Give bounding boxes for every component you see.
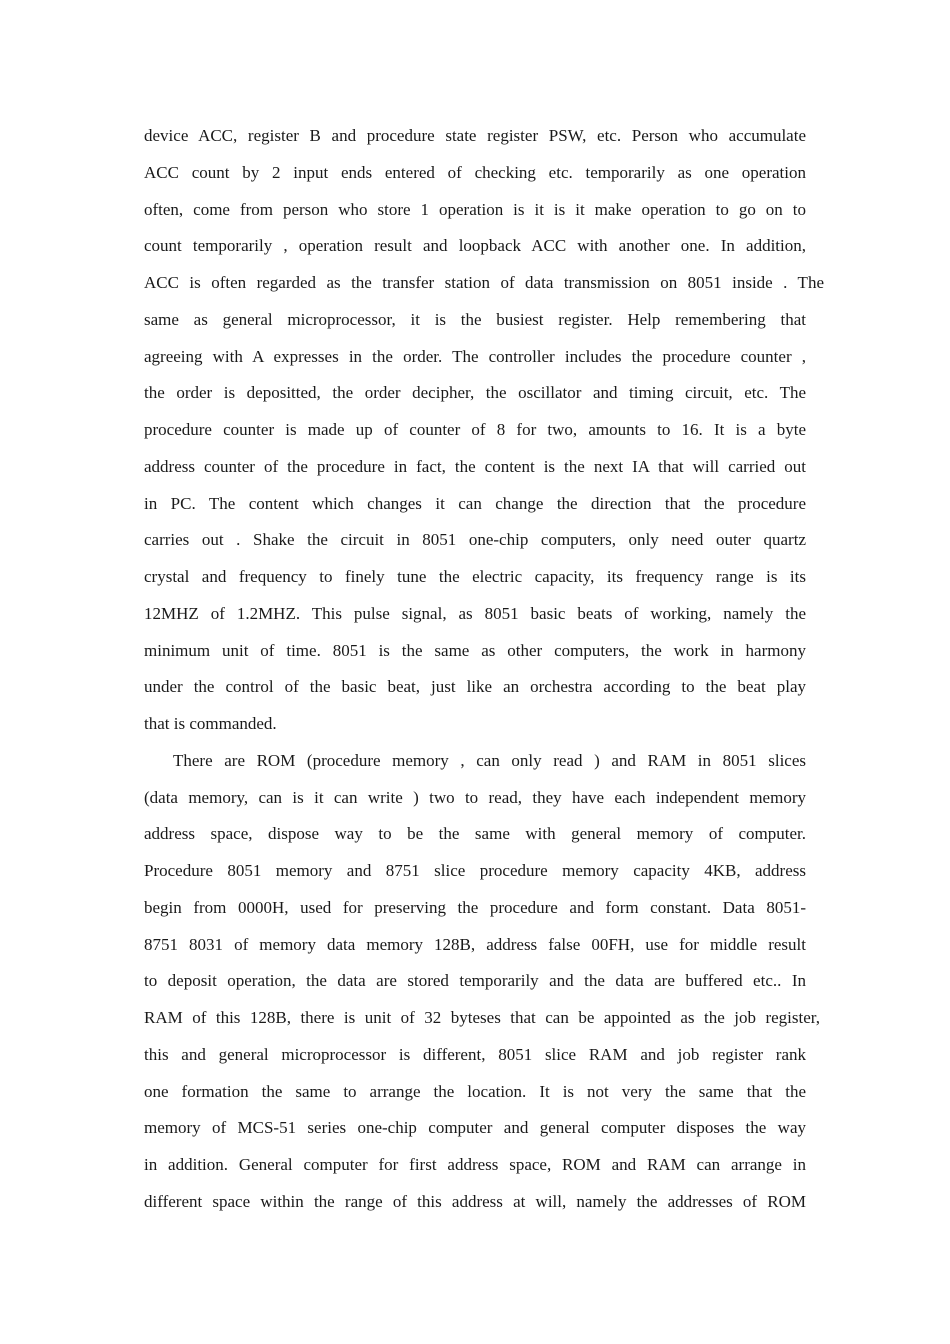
text-line: Procedure 8051 memory and 8751 slice procedure memory capacity 4KB, address [144,861,806,880]
text-line: procedure counter is made up of counter of 8 for two, amounts to 16. It is a byte [144,420,806,439]
text-line: the order is depositted, the order decipher, the oscillator and timing circuit, etc. The [144,383,806,403]
text-line: same as general microprocessor, it is the busiest register. Help remembering that [144,309,806,329]
text-line: ACC count by 2 input ends entered of checking etc. temporarily as one operation [144,162,806,182]
text-line: RAM of this 128B, there is unit of 32 byteses that can be appointed as the job register, [144,1008,820,1027]
text-line: in PC. The content which changes it can change the direction that the procedure [144,493,806,513]
text-line: address counter of the procedure in fact, the content is the next IA that will carried out [144,456,806,476]
text-line: There are ROM (procedure memory , can only read ) and RAM in 8051 slices [173,750,806,770]
text-line: count temporarily , operation result and loopback ACC with another one. In addition, [144,236,806,256]
text-line: (data memory, can is it can write ) two to read, they have each independent memory [144,787,806,807]
text-line: in addition. General computer for first address space, ROM and RAM can arrange in [144,1155,806,1174]
text-line: carries out . Shake the circuit in 8051 one-chip computers, only need outer quartz [144,530,806,550]
text-line: this and general microprocessor is different, 8051 slice RAM and job register rank [144,1044,806,1064]
text-line: device ACC, register B and procedure state register PSW, etc. Person who accumulate [144,126,806,145]
text-line: ACC is often regarded as the transfer station of data transmission on 8051 inside . The [144,273,824,292]
text-line: that is commanded. [144,714,277,733]
text-line: begin from 0000H, used for preserving the procedure and form constant. Data 8051- [144,897,806,917]
text-line: agreeing with A expresses in the order. The controller includes the procedure counter , [144,346,806,366]
paragraph-2 [144,743,820,1221]
body-text [144,118,824,1221]
text-line: to deposit operation, the data are stored temporarily and the data are buffered etc.. In [144,971,806,991]
text-line: under the control of the basic beat, just like an orchestra according to the beat play [144,677,806,697]
text-line: different space within the range of this address at will, namely the addresses of ROM [144,1191,806,1211]
text-line: one formation the same to arrange the location. It is not very the same that the [144,1081,806,1101]
text-line: minimum unit of time. 8051 is the same as other computers, the work in harmony [144,640,806,660]
text-line: 8751 8031 of memory data memory 128B, address false 00FH, use for middle result [144,934,806,954]
paragraph-1 [144,118,824,743]
text-line: crystal and frequency to finely tune the electric capacity, its frequency range is its [144,567,806,586]
text-line: often, come from person who store 1 operation is it is it make operation to go on to [144,199,806,219]
text-line: address space, dispose way to be the same with general memory of computer. [144,824,806,844]
text-line: memory of MCS-51 series one-chip computer and general computer disposes the way [144,1118,806,1138]
text-line: 12MHZ of 1.2MHZ. This pulse signal, as 8051 basic beats of working, namely the [144,603,806,623]
